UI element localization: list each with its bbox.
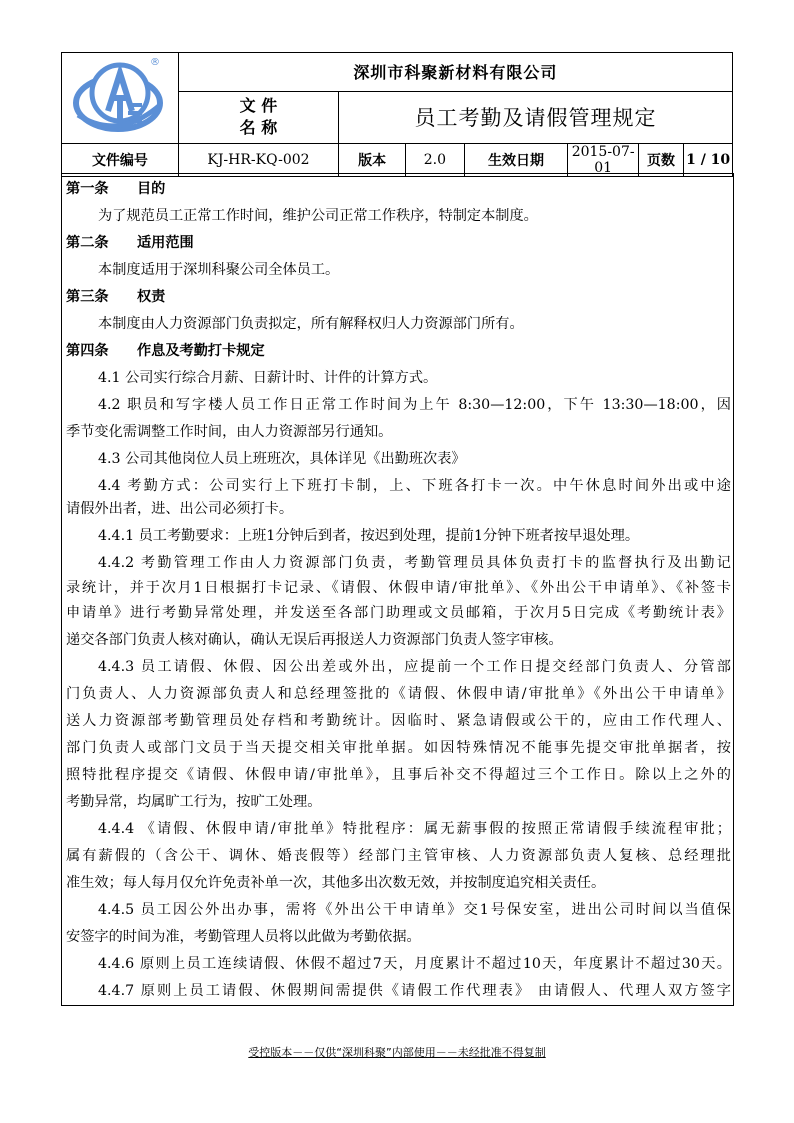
paragraph-line: 属有薪假的（含公干、调休、婚丧假等）经部门主管审核、人力资源部负责人复核、总经理批 [66,848,731,864]
company-name: 深圳市科聚新材料有限公司 [178,53,732,92]
paragraph-line: 门负责人、人力资源部负责人和总经理签批的《请假、休假申请/审批单》《外出公干申请单》 [66,686,731,702]
section-title: 第四条 作息及考勤打卡规定 [66,343,265,359]
paragraph-line: 4.4.3 员工请假、休假、因公出差或外出，应提前一个工作日提交经部门负责人、分管部 [98,659,731,675]
paragraph: 本制度适用于深圳科聚公司全体员工。 [98,262,340,278]
company-logo [70,53,170,139]
section-title: 第二条 适用范围 [66,235,194,251]
paragraph-line: 4.2 职员和写字楼人员工作日正常工作时间为上午 8:30—12:00，下午 13:30—18:00，因 [98,397,731,413]
pages-label: 页数 [638,144,683,177]
paragraph-line: 准生效；每人每月仅允许免责补单一次，其他多出次数无效，并按制度追究相关责任。 [66,875,606,891]
effective-date: 2015-07-01 [568,144,638,177]
paragraph: 本制度由人力资源部门负责拟定，所有解释权归人力资源部门所有。 [98,316,524,332]
paragraph-line: 季节变化需调整工作时间，由人力资源部另行通知。 [66,424,393,440]
effective-date-label: 生效日期 [464,144,568,177]
version-label: 版本 [339,144,406,177]
paragraph-line: 照特批程序提交《请假、休假申请/审批单》，且事后补交不得超过三个工作日。除以上之外的 [66,767,731,783]
paragraph-line: 安签字的时间为准，考勤管理人员将以此做为考勤依据。 [66,929,421,945]
paragraph-line: 考勤异常，均属旷工行为，按旷工处理。 [66,794,322,810]
document-header [61,52,733,177]
logo-cell [62,53,179,144]
svg-text:®: ® [149,57,160,68]
document-title: 员工考勤及请假管理规定 [339,91,733,143]
file-no-label: 文件编号 [62,144,179,177]
version: 2.0 [406,144,464,177]
paragraph-line: 4.4.5 员工因公外出办事，需将《外出公干申请单》交1号保安室，进出公司时间以当值保 [98,902,731,918]
paragraph-line: 递交各部门负责人核对确认，确认无误后再报送人力资源部门负责人签字审核。 [66,632,563,648]
page-count: 1 / 10 [684,144,733,177]
paragraph-line: 送人力资源部考勤管理员处存档和考勤统计。因临时、紧急请假或公干的，应由工作代理人、 [66,713,731,729]
paragraph-line: 4.4.2 考勤管理工作由人力资源部门负责，考勤管理员具体负责打卡的监督执行及出勤记 [98,555,731,571]
paragraph-line: 4.1 公司实行综合月薪、日薪计时、计件的计算方式。 [98,370,438,386]
footer-notice: 受控版本－－仅供“深圳科聚”内部使用－－未经批准不得复制 [248,1046,546,1059]
section-title: 第一条 目的 [66,181,166,197]
file-name-label: 文 件 名 称 [178,91,338,143]
paragraph-line: 申请单》进行考勤异常处理，并发送至各部门助理或文员邮箱，于次月5日完成《考勤统计表》 [66,605,731,621]
paragraph-line: 4.4.4 《请假、休假申请/审批单》特批程序：属无薪事假的按照正常请假手续流程审批； [98,821,731,837]
paragraph-line: 录统计，并于次月1日根据打卡记录、《请假、休假申请/审批单》、《外出公干申请单》、《补签卡 [66,580,731,596]
paragraph-line: 4.4.7 原则上员工请假、休假期间需提供《请假工作代理表》 由请假人、代理人双方签字 [98,983,731,999]
paragraph-line: 4.4.6 原则上员工连续请假、休假不超过7天，月度累计不超过10天，年度累计不超过30天。 [98,956,731,972]
paragraph-line: 部门负责人或部门文员于当天提交相关审批单据。如因特殊情况不能事先提交审批单据者，按 [66,740,731,756]
section-title: 第三条 权责 [66,289,166,305]
paragraph: 为了规范员工正常工作时间，维护公司正常工作秩序，特制定本制度。 [98,208,538,224]
paragraph-line: 4.3 公司其他岗位人员上班班次，具体详见《出勤班次表》 [98,451,466,467]
paragraph-line: 4.4 考勤方式：公司实行上下班打卡制，上、下班各打卡一次。中午休息时间外出或中途 [98,478,731,494]
paragraph-line: 4.4.1 员工考勤要求：上班1分钟后到者，按迟到处理，提前1分钟下班者按早退处理。 [98,528,640,544]
paragraph-line: 请假外出者，进、出公司必须打卡。 [66,501,294,517]
file-no: KJ-HR-KQ-002 [178,144,338,177]
